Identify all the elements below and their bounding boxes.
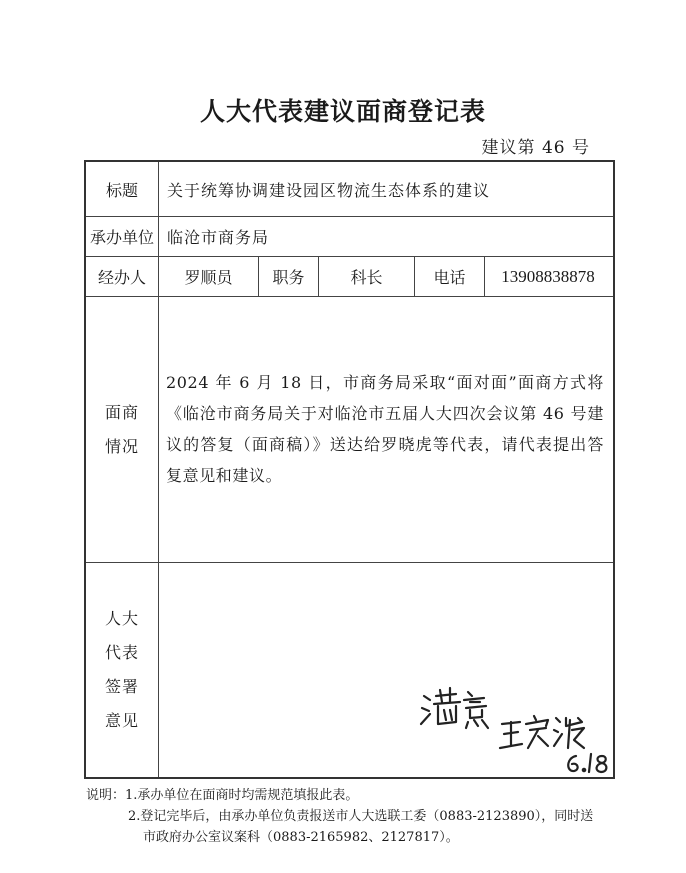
opinion-label-line: 意见 — [104, 711, 139, 730]
handler-label: 经办人 — [97, 268, 146, 287]
notes — [86, 785, 646, 848]
row-divider — [86, 296, 613, 297]
position-value: 科长 — [350, 268, 383, 287]
opinion-label-line: 签署 — [104, 677, 139, 696]
situation-label — [86, 297, 158, 562]
document-number: 建议第 46 号 — [481, 138, 590, 158]
unit-value: 临沧市商务局 — [167, 228, 270, 247]
title-value: 关于统筹协调建设园区物流生态体系的建议 — [167, 180, 491, 200]
opinion-label-line: 代表 — [104, 643, 139, 662]
opinion-label — [86, 563, 158, 777]
note-line: 2.登记完毕后，由承办单位负责报送市人大选联工委（0883-2123890），同时送 — [128, 809, 594, 824]
handler-value: 罗顺员 — [184, 268, 233, 287]
note-line: 市政府办公室议案科（0883-2165982、2127817）。 — [143, 830, 459, 845]
position-label: 职务 — [272, 268, 305, 287]
row-divider — [86, 562, 613, 563]
phone-label: 电话 — [433, 268, 466, 287]
note-line: 说明：1.承办单位在面商时均需规范填报此表。 — [86, 788, 359, 803]
registration-form — [84, 160, 615, 779]
situation-label-line: 情况 — [104, 436, 139, 456]
phone-value: 13908838878 — [501, 266, 595, 286]
situation-text: 2024 年 6 月 18 日，市商务局采取“面对面”面商方式将《临沧市商务局关于对临沧市五届人大四次会议第 46 号建议的答复（面商稿）》送达给罗晓虎等代表，请代表提出答复意见和建议。 — [166, 373, 604, 485]
title-label: 标题 — [105, 180, 138, 200]
handwritten-signature — [416, 674, 616, 774]
situation-label-line: 面商 — [104, 402, 139, 422]
unit-label: 承办单位 — [89, 228, 154, 247]
form-title: 人大代表建议面商登记表 — [199, 97, 486, 126]
opinion-label-line: 人大 — [104, 609, 139, 628]
